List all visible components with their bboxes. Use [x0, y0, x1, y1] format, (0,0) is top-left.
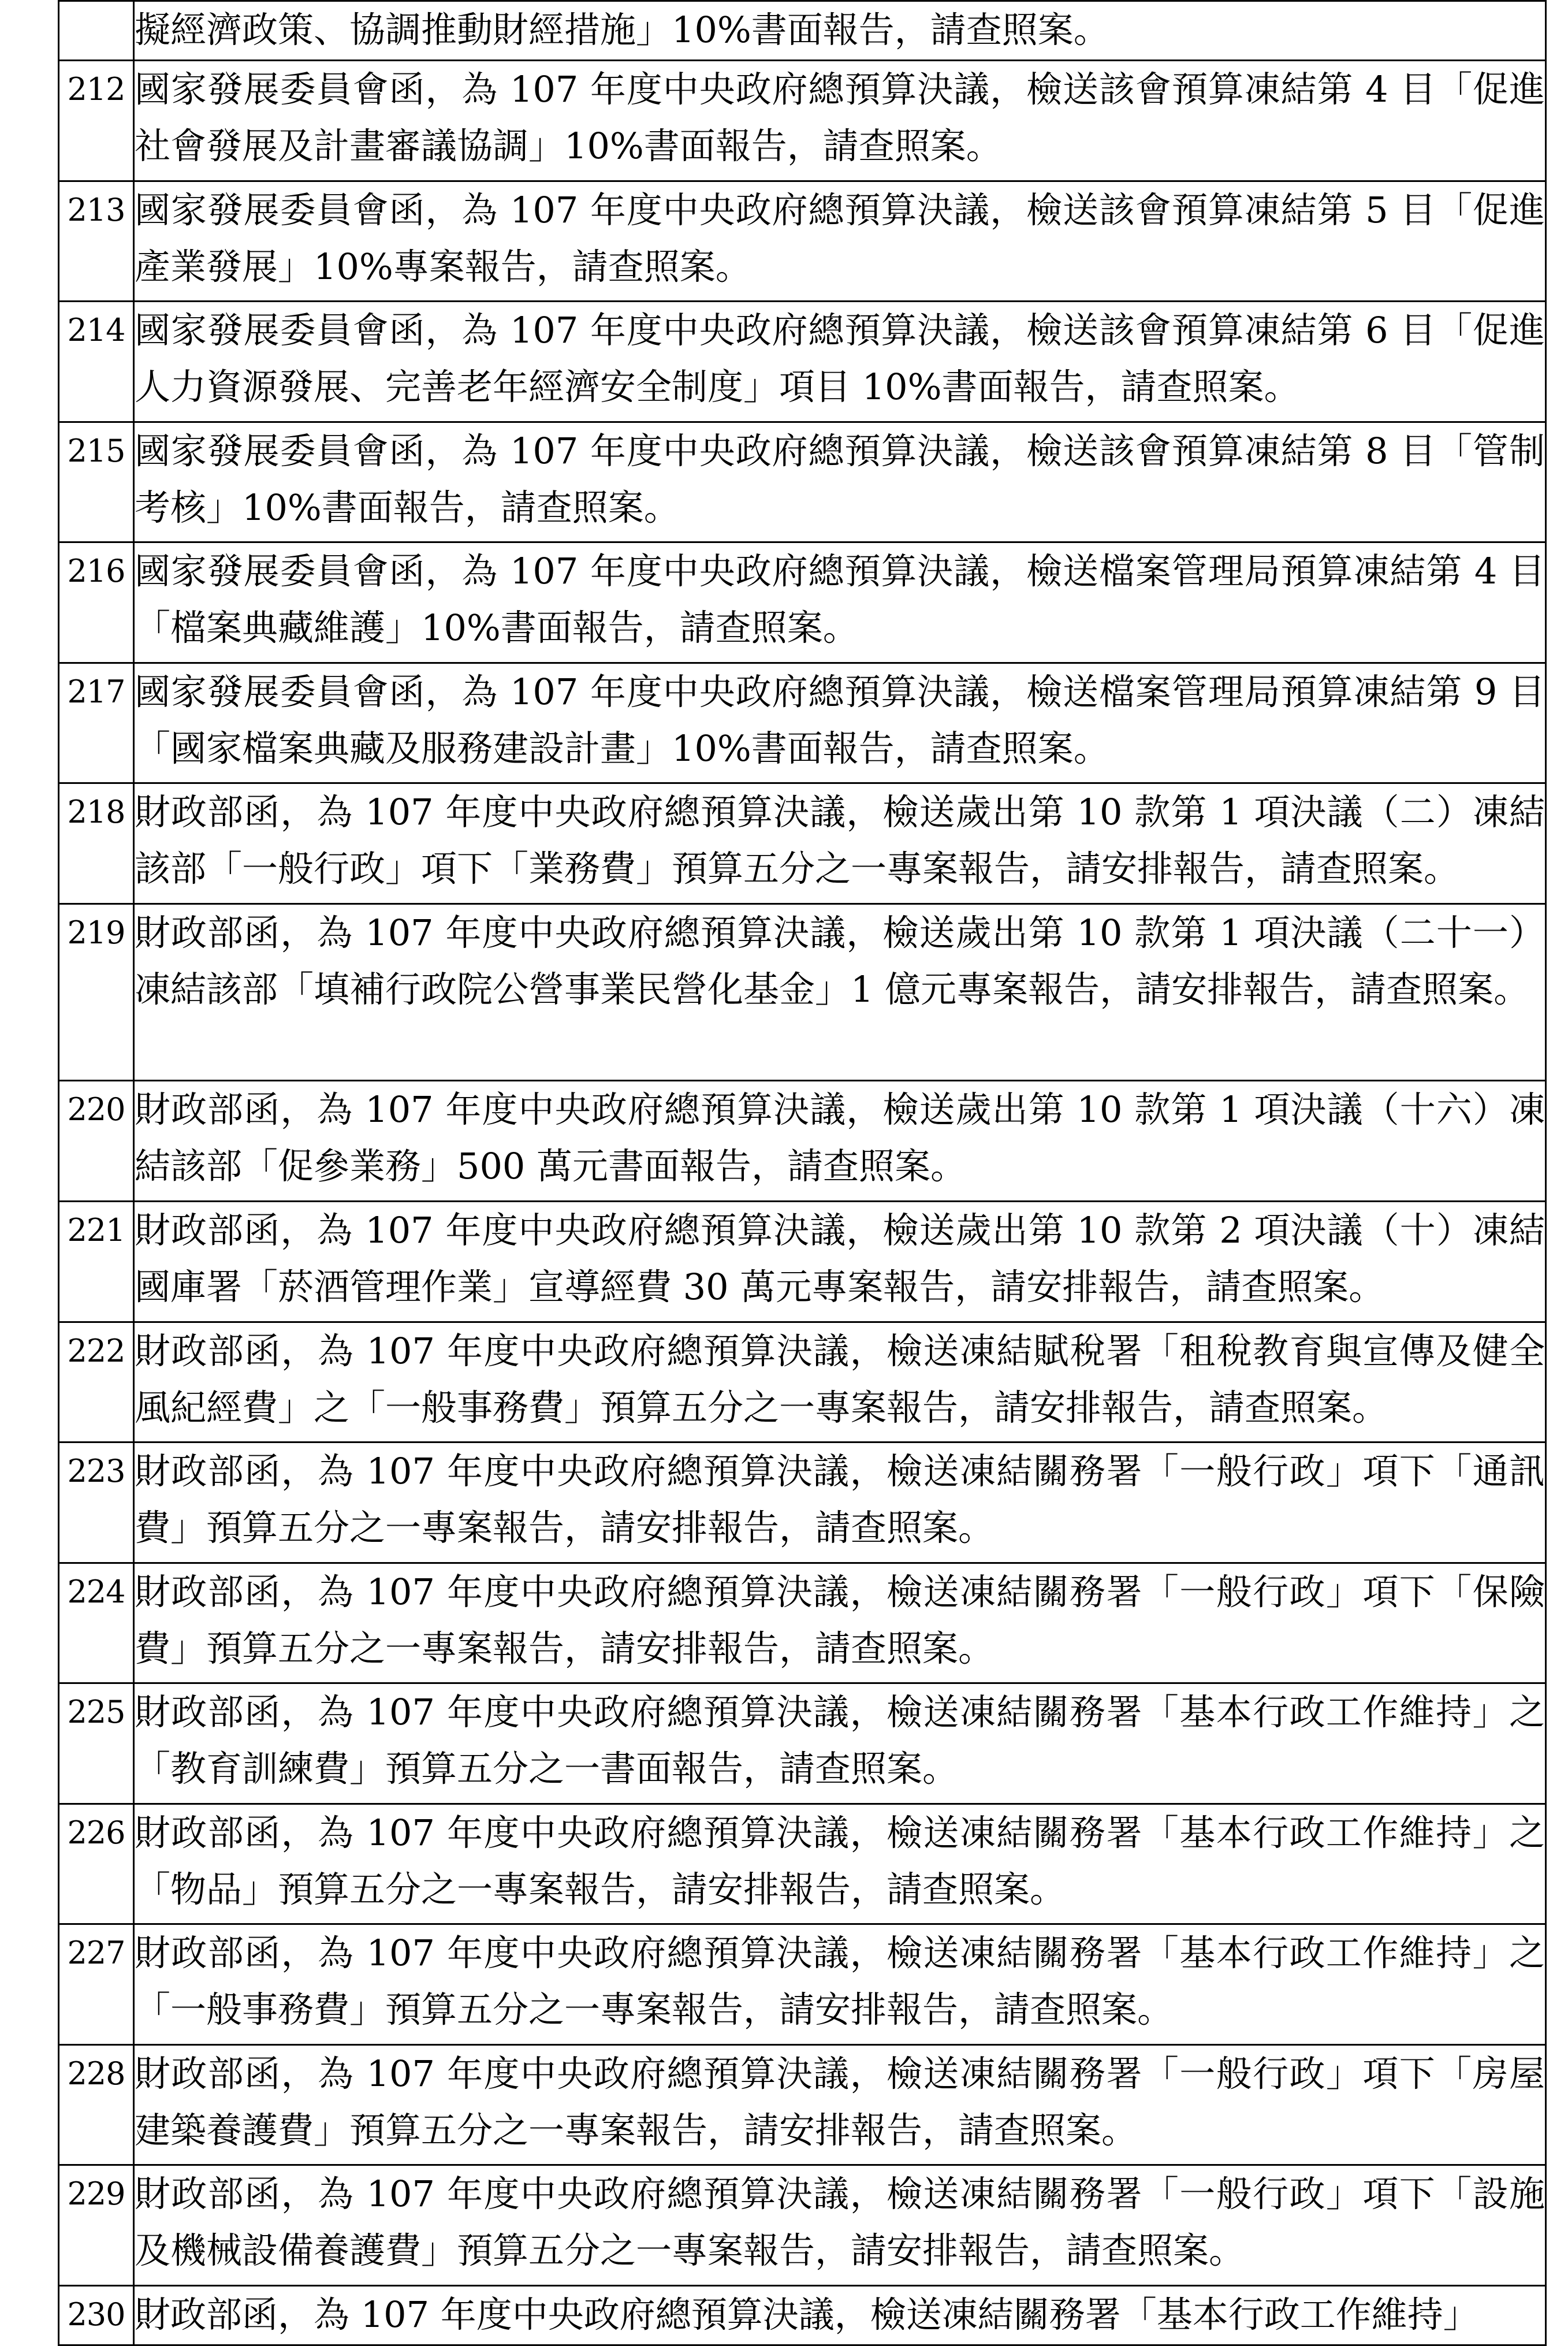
table-row: [59, 1804, 1546, 1924]
table-row: [59, 422, 1546, 542]
item-number: 225: [59, 1683, 134, 1804]
item-number: 229: [59, 2165, 134, 2286]
item-number: 213: [59, 181, 134, 302]
item-text: 財政部函，為 107 年度中央政府總預算決議，檢送凍結關務署「一般行政」項下「保險費」預算五分之一專案報告，請安排報告，請查照案。: [134, 1563, 1546, 1683]
table-row: [59, 1442, 1546, 1563]
item-number: 228: [59, 2044, 134, 2165]
table-row: [59, 1563, 1546, 1683]
item-number: 219: [59, 904, 134, 1081]
agenda-page: [58, 0, 1545, 2346]
table-row: [59, 302, 1546, 422]
table-row: [59, 1081, 1546, 1202]
item-number: 215: [59, 422, 134, 542]
table-row: [59, 1683, 1546, 1804]
item-text: 財政部函，為 107 年度中央政府總預算決議，檢送凍結關務署「基本行政工作維持」之「教育訓練費」預算五分之一書面報告，請查照案。: [134, 1683, 1546, 1804]
item-number: 217: [59, 663, 134, 783]
item-text: 國家發展委員會函，為 107 年度中央政府總預算決議，檢送檔案管理局預算凍結第 4 目「檔案典藏維護」10%書面報告，請查照案。: [134, 542, 1546, 663]
item-number: 230: [59, 2285, 134, 2345]
item-text: 財政部函，為 107 年度中央政府總預算決議，檢送凍結賦稅署「租稅教育與宣傳及健全風紀經費」之「一般事務費」預算五分之一專案報告，請安排報告，請查照案。: [134, 1322, 1546, 1442]
item-number: 212: [59, 61, 134, 181]
item-number: 218: [59, 783, 134, 904]
item-text: 國家發展委員會函，為 107 年度中央政府總預算決議，檢送該會預算凍結第 6 目「促進人力資源發展、完善老年經濟安全制度」項目 10%書面報告，請查照案。: [134, 302, 1546, 422]
item-number: 221: [59, 1202, 134, 1322]
item-text: 國家發展委員會函，為 107 年度中央政府總預算決議，檢送該會預算凍結第 4 目「促進社會發展及計畫審議協調」10%書面報告，請查照案。: [134, 61, 1546, 181]
item-number: 226: [59, 1804, 134, 1924]
item-text: 財政部函，為 107 年度中央政府總預算決議，檢送歲出第 10 款第 2 項決議（十）凍結國庫署「菸酒管理作業」宣導經費 30 萬元專案報告，請安排報告，請查照案。: [134, 1202, 1546, 1322]
table-row: [59, 61, 1546, 181]
table-row: [59, 1202, 1546, 1322]
item-text: 財政部函，為 107 年度中央政府總預算決議，檢送凍結關務署「一般行政」項下「通訊費」預算五分之一專案報告，請安排報告，請查照案。: [134, 1442, 1546, 1563]
item-number: 214: [59, 302, 134, 422]
table-row: [59, 1924, 1546, 2045]
table-row: [59, 1, 1546, 61]
item-text: 國家發展委員會函，為 107 年度中央政府總預算決議，檢送該會預算凍結第 5 目「促進產業發展」10%專案報告，請查照案。: [134, 181, 1546, 302]
item-text: 財政部函，為 107 年度中央政府總預算決議，檢送凍結關務署「基本行政工作維持」之「物品」預算五分之一專案報告，請安排報告，請查照案。: [134, 1804, 1546, 1924]
item-number: 222: [59, 1322, 134, 1442]
table-row: [59, 663, 1546, 783]
table-row: [59, 2285, 1546, 2345]
item-number: 224: [59, 1563, 134, 1683]
table-row: [59, 542, 1546, 663]
item-text: 國家發展委員會函，為 107 年度中央政府總預算決議，檢送該會預算凍結第 8 目「管制考核」10%書面報告，請查照案。: [134, 422, 1546, 542]
item-text: 擬經濟政策、協調推動財經措施」10%書面報告，請查照案。: [134, 1, 1546, 61]
item-text: 財政部函，為 107 年度中央政府總預算決議，檢送凍結關務署「基本行政工作維持」: [134, 2285, 1546, 2345]
item-text: 財政部函，為 107 年度中央政府總預算決議，檢送凍結關務署「基本行政工作維持」之「一般事務費」預算五分之一專案報告，請安排報告，請查照案。: [134, 1924, 1546, 2045]
item-number: 227: [59, 1924, 134, 2045]
table-row: [59, 783, 1546, 904]
table-row: [59, 2165, 1546, 2286]
table-row: [59, 1322, 1546, 1442]
item-number: 223: [59, 1442, 134, 1563]
table-row: [59, 904, 1546, 1081]
item-text: 財政部函，為 107 年度中央政府總預算決議，檢送歲出第 10 款第 1 項決議（二十一）凍結該部「填補行政院公營事業民營化基金」1 億元專案報告，請安排報告，請查照案。: [134, 904, 1546, 1081]
item-text: 財政部函，為 107 年度中央政府總預算決議，檢送歲出第 10 款第 1 項決議（十六）凍結該部「促參業務」500 萬元書面報告，請查照案。: [134, 1081, 1546, 1202]
item-text: 財政部函，為 107 年度中央政府總預算決議，檢送歲出第 10 款第 1 項決議（二）凍結該部「一般行政」項下「業務費」預算五分之一專案報告，請安排報告，請查照案。: [134, 783, 1546, 904]
item-number: 216: [59, 542, 134, 663]
item-text: 財政部函，為 107 年度中央政府總預算決議，檢送凍結關務署「一般行政」項下「設施及機械設備養護費」預算五分之一專案報告，請安排報告，請查照案。: [134, 2165, 1546, 2286]
table-row: [59, 2044, 1546, 2165]
item-text: 財政部函，為 107 年度中央政府總預算決議，檢送凍結關務署「一般行政」項下「房屋建築養護費」預算五分之一專案報告，請安排報告，請查照案。: [134, 2044, 1546, 2165]
item-number: [59, 1, 134, 61]
agenda-table: [58, 0, 1547, 2346]
item-number: 220: [59, 1081, 134, 1202]
item-text: 國家發展委員會函，為 107 年度中央政府總預算決議，檢送檔案管理局預算凍結第 9 目「國家檔案典藏及服務建設計畫」10%書面報告，請查照案。: [134, 663, 1546, 783]
table-row: [59, 181, 1546, 302]
